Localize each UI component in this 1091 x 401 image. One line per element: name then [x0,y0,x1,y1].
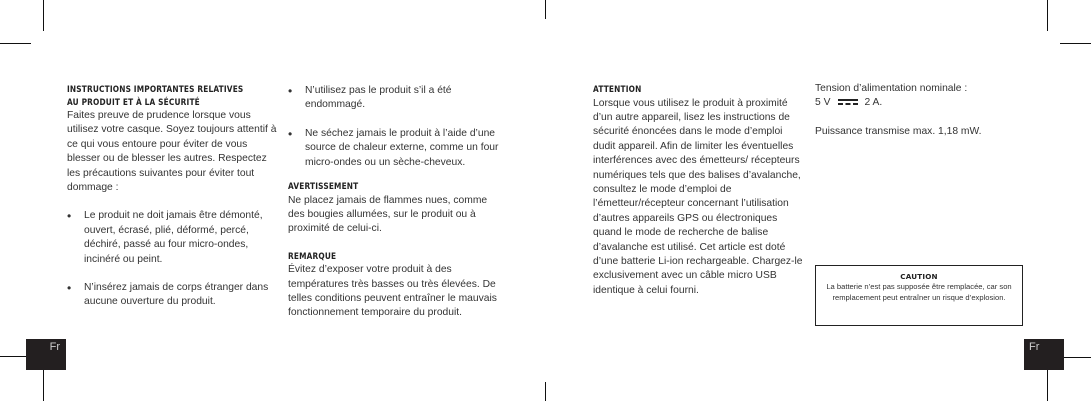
warning-heading: AVERTISSEMENT [288,182,359,193]
list-item: • N’utilisez pas le produit s’il a été endommagé. [288,84,500,113]
caution-text: La batterie n’est pas supposée être remplacée, car son remplacement peut entraîner un risque d’explosion. [826,282,1012,302]
dc-symbol-icon [838,99,858,106]
precautions-list [288,84,500,170]
voltage-rating [815,96,1025,110]
attention-heading: ATTENTION [593,85,642,95]
crop-mark [545,382,546,401]
warning-text: Ne placez jamais de flammes nues, comme des bougies allumées, sur le produit ou à proximité de celui-ci. [288,194,488,235]
attention-text: Lorsque vous utilisez le produit à proximité d’un autre appareil, lisez les instructions de sécurité énoncées dans le mode d’emploi dudit appareil. Afin de limiter les éventuelles interférences avec des émetteurs/ récepteurs numériques tels que des balises d’avalanche, consultez le mode d’emploi de l’émetteur/récepteur concernant l’utilisation d’autres appareils GPS ou électroniques quand le mode de recherche de balise d’avalanche est utilisé. Cet article est doté d’une batterie Li-ion rechargeable. Chargez-le exclusivement avec un câble micro USB identique à celui fourni. [593,97,803,296]
crop-mark [1047,0,1048,31]
intro-text: Faites preuve de prudence lorsque vous utilisez votre casque. Soyez toujours attentif à ce qui vous entoure pour éviter de vous blesser ou de blesser les autres. Respectez les précautions suivantes pour éviter tout dommage : [67,110,277,194]
language-tab-right [1024,339,1064,370]
crop-mark [1060,357,1091,358]
language-label: Fr [1029,341,1040,353]
voltage-value: 5 V [815,97,831,109]
precautions-list [67,209,277,309]
crop-mark [0,43,31,44]
list-item: • N’insérez jamais de corps étranger dans aucune ouverture du produit. [67,281,277,310]
language-label: Fr [49,341,60,353]
crop-mark [43,369,44,401]
list-item: • Ne séchez jamais le produit à l’aide d’une source de chaleur externe, comme un four micro-ondes ou un sèche-cheveux. [288,127,500,170]
crop-mark [1060,43,1091,44]
crop-mark [43,0,44,31]
power-text: Puissance transmise max. 1,18 mW. [815,125,982,137]
safety-instructions-column [67,84,277,324]
precautions-column [288,84,500,321]
voltage-label: Tension d’alimentation nominale : [815,83,968,94]
crop-mark [545,0,546,19]
note-heading: REMARQUE [288,251,337,262]
note-text: Évitez d’exposer votre produit à des températures très basses ou très élevées. De telles conditions peuvent entraîner le mauvais fonctionnement temporaire du produit. [288,264,497,319]
caution-box [815,265,1023,326]
section-heading: AU PRODUIT ET À LA SÉCURITÉ [67,97,200,108]
specifications-column [815,82,1025,139]
crop-mark [1047,369,1048,401]
list-item: • Le produit ne doit jamais être démonté, ouvert, écrasé, plié, déformé, percé, déchiré, passé au four micro-ondes, incinéré ou peint. [67,209,277,267]
language-tab-left [26,339,66,370]
section-heading: INSTRUCTIONS IMPORTANTES RELATIVES [67,85,244,95]
attention-column [593,84,804,298]
current-value: 2 A. [864,97,883,109]
caution-heading: CAUTION [900,272,938,281]
